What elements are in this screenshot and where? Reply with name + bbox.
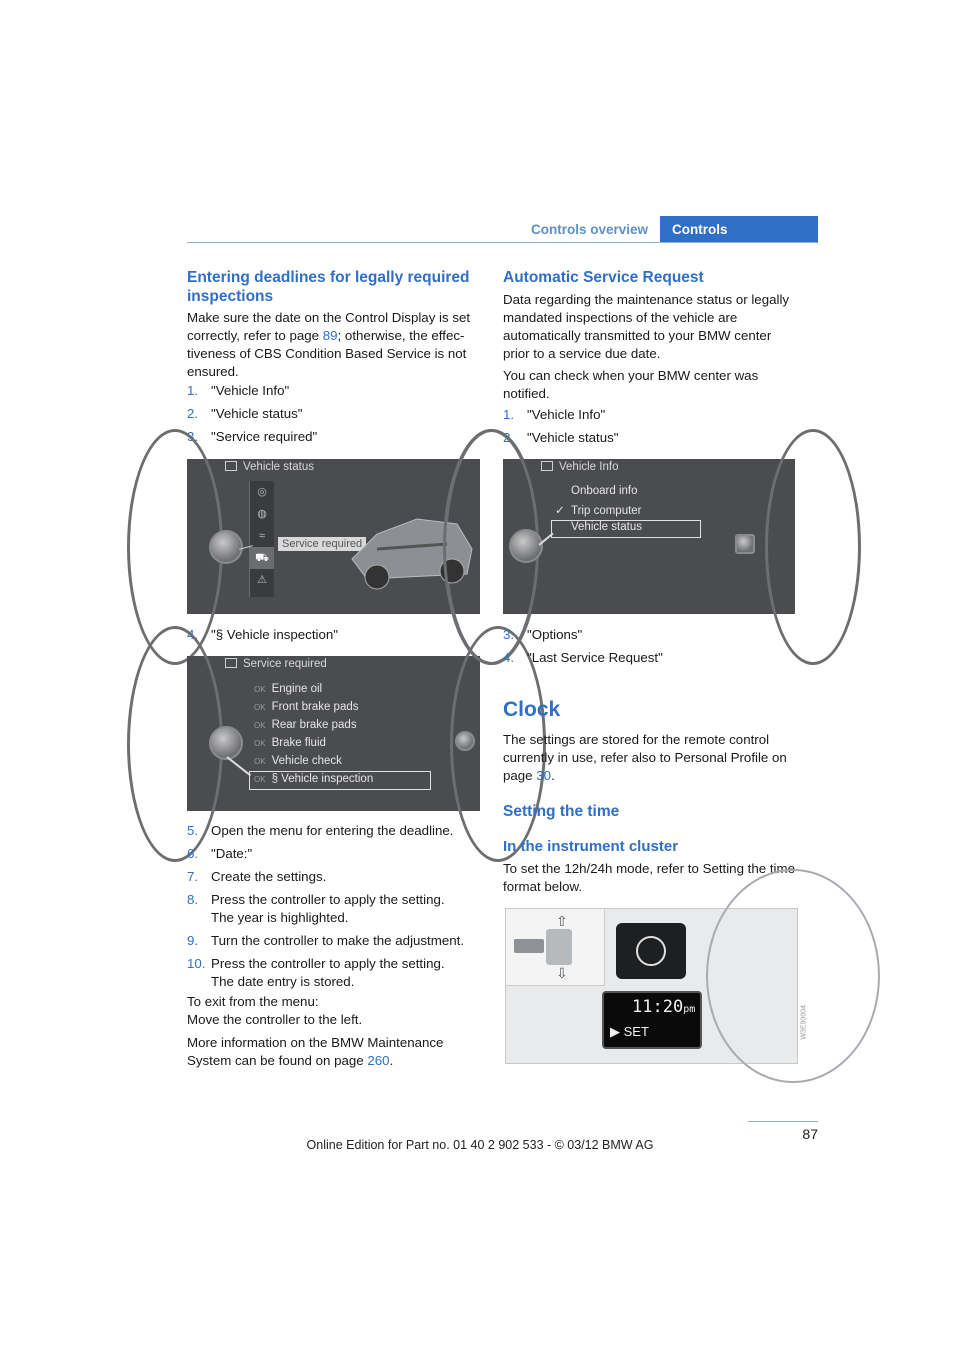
- selected-label[interactable]: Service required: [278, 537, 366, 551]
- scroll-knob-icon: [455, 731, 475, 751]
- left-intro: Make sure the date on the Control Display is set correctly, refer to page 89; otherwise, the effec-tiveness of CBS Condition Based Service is not ensured.: [187, 310, 471, 379]
- selection-frame: [551, 520, 701, 538]
- page-number: 87: [802, 1126, 818, 1142]
- cluster-paragraph: To set the 12h/24h mode, refer to Setting the time format below.: [503, 861, 795, 894]
- header-divider: [187, 242, 818, 243]
- list-item: 3. "Options": [503, 627, 583, 642]
- scroll-knob-icon: [735, 534, 755, 554]
- tire-warning-icon: ◍: [257, 508, 267, 520]
- setting-time-heading: Setting the time: [503, 803, 620, 820]
- screen-title: Vehicle Info: [541, 461, 618, 473]
- left-heading: Entering deadlines for legally required inspections: [187, 269, 470, 305]
- list-item: 10. Press the controller to apply the setting. The date entry is stored.: [187, 956, 445, 989]
- page-link-89[interactable]: 89: [322, 328, 338, 343]
- selection-frame: [249, 771, 431, 790]
- pointer-line: [227, 756, 252, 776]
- clock-paragraph: The settings are stored for the remote control currently in use, refer also to Personal Profile on page 30.: [503, 732, 787, 783]
- cluster-display: [602, 991, 702, 1049]
- clock-heading: Clock: [503, 698, 561, 721]
- stalk-icon: [514, 939, 544, 953]
- service-car-icon: ⛟: [250, 547, 274, 569]
- list-item: 1. "Vehicle Info": [503, 407, 606, 422]
- clock-button: [616, 923, 686, 979]
- gauge-arc: [706, 869, 880, 1083]
- stalk-illustration: [506, 909, 605, 986]
- list-item: 6. "Date:": [187, 846, 253, 861]
- list-item: 1. "Vehicle Info": [187, 383, 290, 398]
- footer-edition: Online Edition for Part no. 01 40 2 902 533 - © 03/12 BMW AG: [306, 1138, 654, 1152]
- list-item: 5. Open the menu for entering the deadline.: [187, 823, 454, 838]
- arrow-down-icon: ⇩: [556, 965, 568, 981]
- warning-triangle-icon: ⚠: [257, 574, 267, 586]
- list-item: 7. Create the settings.: [187, 869, 327, 884]
- play-arrow-icon: ▶: [610, 1024, 620, 1039]
- right-steps-a: [503, 406, 798, 447]
- stalk-button-icon: [546, 929, 572, 965]
- cluster-heading: In the instrument cluster: [503, 838, 679, 855]
- menu-item-engine-oil[interactable]: OK Engine oil: [254, 683, 323, 695]
- icon-column: [249, 481, 274, 597]
- list-item: 9. Turn the controller to make the adjustment.: [187, 933, 465, 948]
- right-steps-b: [503, 626, 798, 667]
- screen-vehicle-status: [187, 459, 480, 614]
- list-item: 8. Press the controller to apply the setting. The year is highlighted.: [187, 892, 445, 925]
- header-section-title: Controls overview: [530, 222, 648, 237]
- exit-instructions: To exit from the menu: Move the controller to the left.: [187, 994, 363, 1027]
- tire-pressure-icon: ◎: [257, 486, 267, 498]
- menu-item-vehicle-status[interactable]: Vehicle status: [571, 521, 642, 533]
- set-label: ▶ SET: [610, 1024, 649, 1039]
- list-item: 4. "§ Vehicle inspection": [187, 627, 338, 642]
- page-number-divider: [748, 1121, 818, 1122]
- page-link-260[interactable]: 260: [367, 1053, 390, 1068]
- clock-icon: [636, 936, 666, 966]
- menu-item-trip-computer[interactable]: ✓ Trip computer: [555, 505, 642, 517]
- screen-title: Service required: [225, 658, 327, 670]
- controller-knob-icon: [509, 529, 543, 563]
- menu-item-brake-fluid[interactable]: OK Brake fluid: [254, 737, 326, 749]
- checkmark-icon: ✓: [555, 505, 565, 517]
- page-link-30[interactable]: 30: [536, 768, 552, 783]
- right-paragraph-2: You can check when your BMW center was notified.: [503, 368, 759, 401]
- steps-list-b: [187, 822, 487, 991]
- right-paragraph-1: Data regarding the maintenance status or legally mandated inspections of the vehicle are automatically transmitted to your BMW center prior to a service due date.: [503, 292, 790, 361]
- instrument-cluster-image: [505, 908, 808, 1064]
- check-control-icon: ≈: [258, 530, 266, 542]
- time-readout: 11:20pm: [632, 997, 696, 1017]
- menu-item-front-brake-pads[interactable]: OK Front brake pads: [254, 701, 359, 713]
- screen-vehicle-info: [503, 459, 795, 614]
- list-item: 4. "Last Service Request": [503, 650, 663, 665]
- screen-title: Vehicle status: [225, 461, 314, 473]
- right-heading: Automatic Service Request: [503, 269, 704, 286]
- arrow-up-icon: ⇧: [556, 913, 568, 929]
- list-item: 2. "Vehicle status": [503, 430, 619, 445]
- controller-knob-icon: [209, 726, 243, 760]
- list-item: 3. "Service required": [187, 429, 318, 444]
- steps-list-a: [187, 382, 482, 446]
- controller-knob-icon: [209, 530, 243, 564]
- more-info: More information on the BMW Maintenance System can be found on page 260.: [187, 1035, 444, 1068]
- screen-service-required: [187, 656, 480, 811]
- menu-item-onboard-info[interactable]: Onboard info: [571, 485, 638, 497]
- image-code: W3E90004: [801, 1005, 808, 1040]
- menu-item-vehicle-check[interactable]: OK Vehicle check: [254, 755, 342, 767]
- menu-item-rear-brake-pads[interactable]: OK Rear brake pads: [254, 719, 357, 731]
- header-tab-controls[interactable]: Controls: [660, 216, 818, 242]
- list-item: 2. "Vehicle status": [187, 406, 303, 421]
- menu-item-vehicle-inspection[interactable]: OK § Vehicle inspection: [254, 773, 374, 785]
